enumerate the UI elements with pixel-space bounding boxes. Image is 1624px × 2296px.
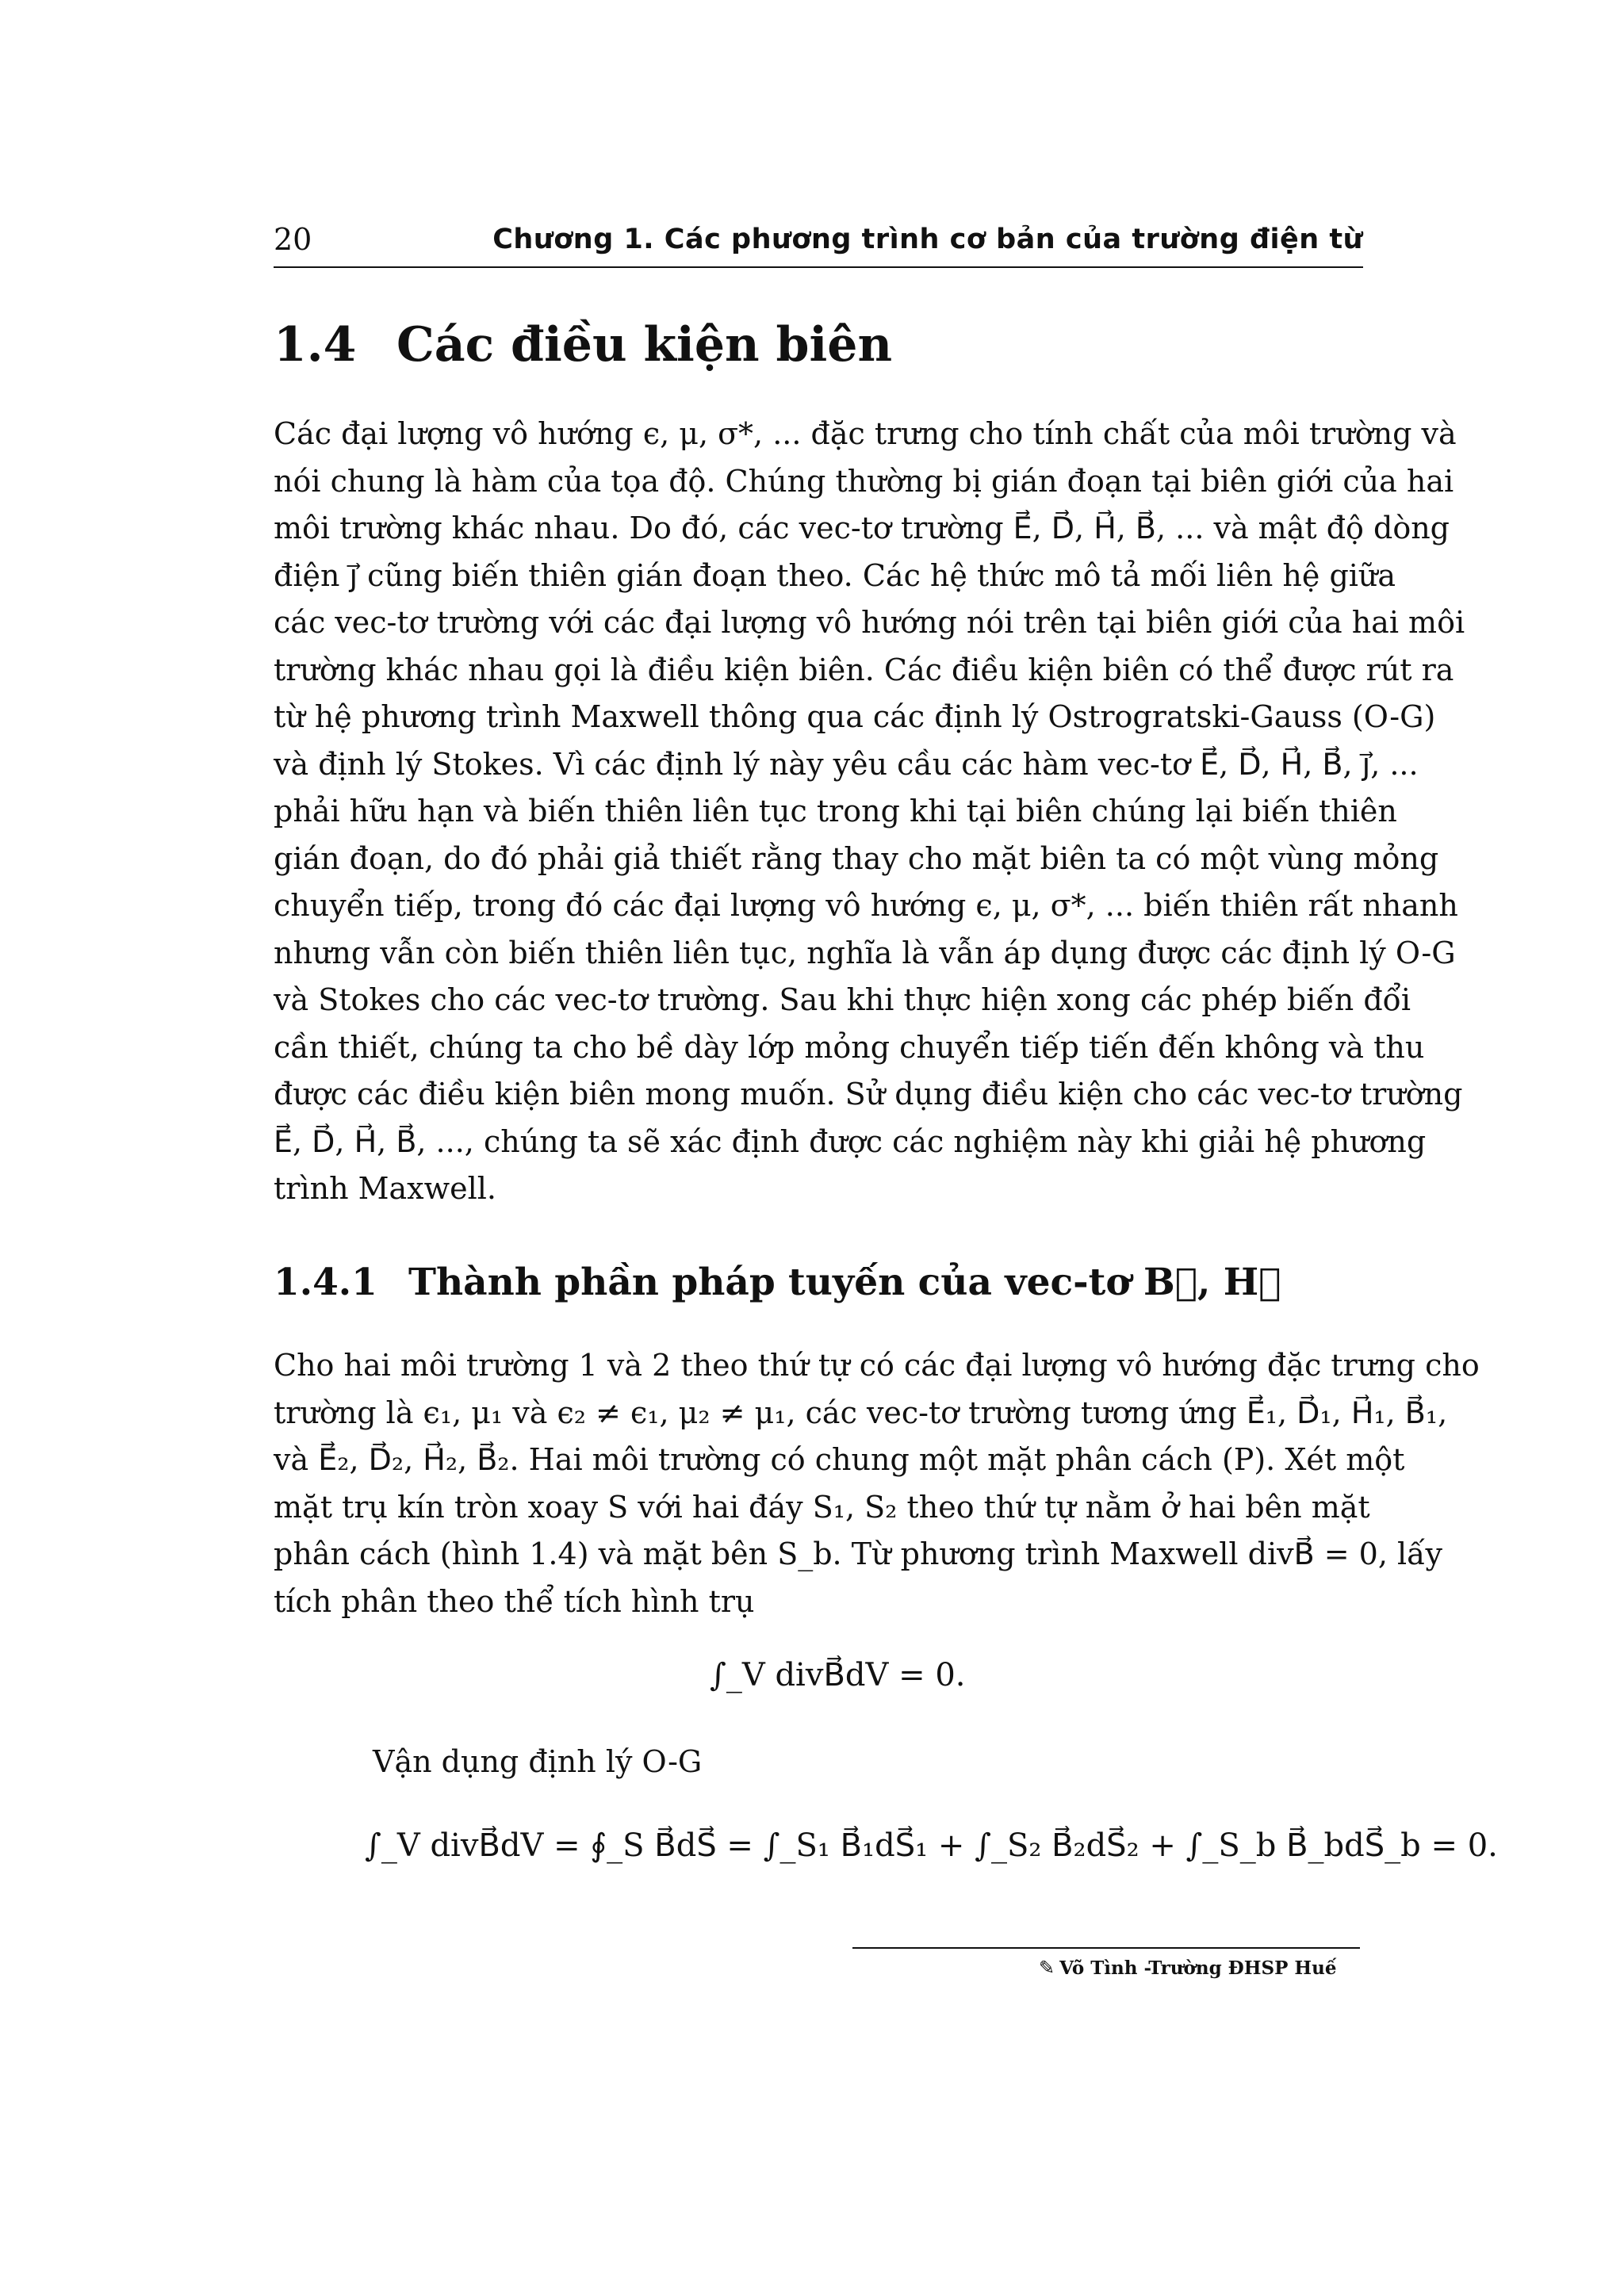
equation-text: ∫_V divB⃗dV = 0. (710, 1657, 966, 1693)
text-line: trường khác nhau gọi là điều kiện biên. Các điều kiện biên có thể được rút ra (274, 652, 1454, 687)
equation-og-expansion (365, 1827, 1498, 1864)
page-number: 20 (274, 222, 312, 257)
text-line: phải hữu hạn và biến thiên liên tục trong khi tại biên chúng lại biến thiên (274, 794, 1397, 828)
text-line: và Stokes cho các vec-tơ trường. Sau khi thực hiện xong các phép biến đổi (274, 982, 1411, 1017)
text-line: môi trường khác nhau. Do đó, các vec-tơ trường E⃗, D⃗, H⃗, B⃗, ... và mật độ dòng (274, 511, 1450, 545)
text-line: và E⃗₂, D⃗₂, H⃗₂, B⃗₂. Hai môi trường có chung một mặt phân cách (P). Xét một (274, 1442, 1405, 1477)
text-line: trường là ϵ₁, μ₁ và ϵ₂ ≠ ϵ₁, μ₂ ≠ μ₁, các vec-tơ trường tương ứng E⃗₁, D⃗₁, H⃗₁, B⃗₁, (274, 1395, 1448, 1430)
text-line: Cho hai môi trường 1 và 2 theo thứ tự có các đại lượng vô hướng đặc trưng cho (274, 1348, 1480, 1383)
text-line: phân cách (hình 1.4) và mặt bên S_b. Từ phương trình Maxwell divB⃗ = 0, lấy (274, 1536, 1442, 1571)
text-line: điện j⃗ cũng biến thiên gián đoạn theo. Các hệ thức mô tả mối liên hệ giữa (274, 557, 1396, 593)
equation-divergence-volume (710, 1657, 965, 1693)
pencil-icon: ✎ (1039, 1957, 1055, 1979)
paragraph-normal-component (274, 1342, 1480, 1625)
chapter-title: Chương 1. Các phương trình cơ bản của trường điện từ (492, 224, 1363, 255)
section-number: 1.4 (274, 317, 357, 373)
intro-og-theorem: Vận dụng định lý O-G (373, 1744, 703, 1779)
text-line: từ hệ phương trình Maxwell thông qua các định lý Ostrogratski-Gauss (O-G) (274, 699, 1436, 734)
text-line: gián đoạn, do đó phải giả thiết rằng thay cho mặt biên ta có một vùng mỏng (274, 840, 1439, 876)
subsection-title: Thành phần pháp tuyến của vec-tơ B⃗, H⃗ (408, 1261, 1281, 1304)
section-heading (274, 317, 892, 373)
paragraph-boundary-intro (274, 411, 1465, 1213)
text-line: và định lý Stokes. Vì các định lý này yêu cầu các hàm vec-tơ E⃗, D⃗, H⃗, B⃗, j⃗, ... (274, 746, 1419, 782)
equation-text: ∫_V divB⃗dV = ∮_S B⃗dS⃗ = ∫_S₁ B⃗₁dS⃗₁ + ∫_S₂ B⃗₂dS⃗₂ + ∫_S_b B⃗_bdS⃗_b = 0. (365, 1827, 1498, 1864)
footer-author: Võ Tình -Trường ĐHSP Huế (1059, 1957, 1337, 1979)
footer-rule (852, 1947, 1360, 1949)
text-line: nói chung là hàm của tọa độ. Chúng thường bị gián đoạn tại biên giới của hai (274, 463, 1454, 499)
text-line: các vec-tơ trường với các đại lượng vô hướng nói trên tại biên giới của hai môi (274, 605, 1465, 640)
text-line: tích phân theo thể tích hình trụ (274, 1583, 755, 1619)
text-line: được các điều kiện biên mong muốn. Sử dụng điều kiện cho các vec-tơ trường (274, 1077, 1463, 1112)
section-title: Các điều kiện biên (396, 317, 893, 373)
text-line: Các đại lượng vô hướng ϵ, μ, σ*, ... đặc trưng cho tính chất của môi trường và (274, 416, 1457, 451)
text-line: chuyển tiếp, trong đó các đại lượng vô hướng ϵ, μ, σ*, ... biến thiên rất nhanh (274, 888, 1458, 923)
subsection-number: 1.4.1 (274, 1261, 377, 1304)
footer-credit (1039, 1957, 1337, 1979)
text-line: trình Maxwell. (274, 1171, 497, 1206)
text-line: E⃗, D⃗, H⃗, B⃗, ..., chúng ta sẽ xác định được các nghiệm này khi giải hệ phương (274, 1123, 1427, 1159)
subsection-heading (274, 1261, 1281, 1304)
text-line: mặt trụ kín tròn xoay S với hai đáy S₁, S₂ theo thứ tự nằm ở hai bên mặt (274, 1489, 1370, 1525)
text-line: nhưng vẫn còn biến thiên liên tục, nghĩa là vẫn áp dụng được các định lý O-G (274, 935, 1456, 970)
running-header (274, 222, 1363, 268)
text-line: cần thiết, chúng ta cho bề dày lớp mỏng chuyển tiếp tiến đến không và thu (274, 1029, 1425, 1065)
